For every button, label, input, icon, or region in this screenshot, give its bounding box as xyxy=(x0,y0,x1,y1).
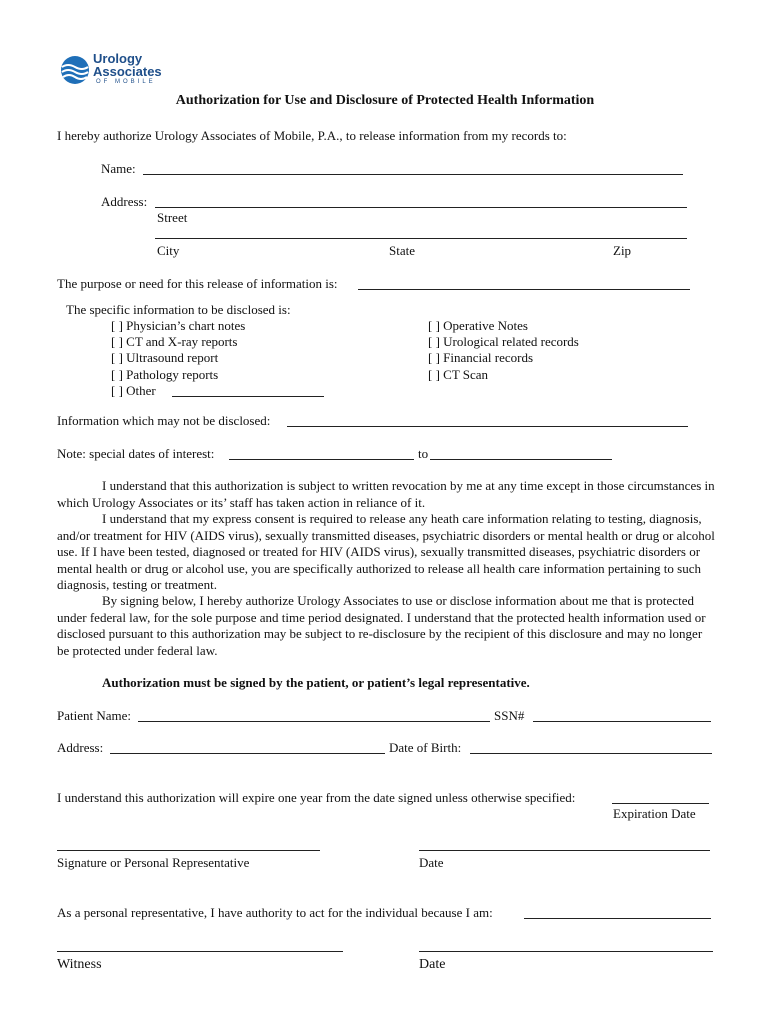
signature-field[interactable] xyxy=(57,850,320,851)
dates-to-label: to xyxy=(418,446,429,461)
specific-info-label: The specific information to be disclosed is: xyxy=(66,302,291,317)
expiration-date-field[interactable] xyxy=(612,803,709,804)
consent-paragraph: I understand that my express consent is required to release any heath care information relating to testing, diagnosis, and/or treatment for HIV (AIDS virus), sexually transmitted diseases, psychiatric disorders or mental health or drug or alcohol use. If I have been tested, diagnosed or treated for HIV (AIDS virus), sexually transmitted diseases, psychiatric disorders or mental health or drug or alcohol use, you are specifically authorized to release all health care information pertaining to such diagnosis, testing or treatment. xyxy=(57,511,715,592)
checkbox-financial-records[interactable]: [ ] Financial records xyxy=(428,350,534,365)
dob-label: Date of Birth: xyxy=(389,740,462,755)
disclosure-paragraph: By signing below, I hereby authorize Urology Associates to use or disclose information about me that is protected under federal law, for the sole purpose and time period designated. I understand that the protected health information used or disclosed pursuant to this authorization may be subject to re-disclosure by the recipient of this disclosure and may no longer be protected under federal law. xyxy=(57,593,706,658)
signature-notice: Authorization must be signed by the patient, or patient’s legal representative. xyxy=(102,675,530,690)
witness-date-field[interactable] xyxy=(419,951,713,952)
patient-address-label: Address: xyxy=(57,740,104,755)
logo-text: Urology Associates xyxy=(93,51,162,79)
company-logo xyxy=(60,50,200,90)
logo-subtitle: OF MOBILE xyxy=(96,79,156,85)
representative-authority-field[interactable] xyxy=(524,918,711,919)
state-label: State xyxy=(389,243,415,258)
checkbox-ultrasound[interactable]: [ ] Ultrasound report xyxy=(111,350,219,365)
dob-field[interactable] xyxy=(470,753,712,754)
purpose-field[interactable] xyxy=(358,289,690,290)
not-disclosed-label: Information which may not be disclosed: xyxy=(57,413,271,428)
witness-field[interactable] xyxy=(57,951,343,952)
revocation-paragraph: I understand that this authorization is subject to written revocation by me at any time except in those circumstances in which Urology Associates or its’ staff has taken action in reliance of it. xyxy=(57,478,715,510)
special-dates-label: Note: special dates of interest: xyxy=(57,446,215,461)
recipient-street-field[interactable] xyxy=(155,207,687,208)
logo-wave-icon xyxy=(60,55,90,85)
checkbox-operative-notes[interactable]: [ ] Operative Notes xyxy=(428,318,528,333)
signature-date-label: Date xyxy=(419,855,444,870)
checkbox-ct-scan[interactable]: [ ] CT Scan xyxy=(428,367,489,382)
recipient-name-label: Name: xyxy=(101,161,136,176)
checkbox-pathology[interactable]: [ ] Pathology reports xyxy=(111,367,219,382)
checkbox-physician-notes[interactable]: [ ] Physician’s chart notes xyxy=(111,318,246,333)
recipient-name-field[interactable] xyxy=(143,174,683,175)
zip-label: Zip xyxy=(613,243,632,258)
city-label: City xyxy=(157,243,180,258)
recipient-city-field[interactable] xyxy=(155,238,687,239)
checkbox-ct-xray[interactable]: [ ] CT and X-ray reports xyxy=(111,334,238,349)
checkbox-urological-records[interactable]: [ ] Urological related records xyxy=(428,334,579,349)
checkbox-other[interactable]: [ ] Other xyxy=(111,383,156,398)
recipient-address-label: Address: xyxy=(101,194,148,209)
witness-label: Witness xyxy=(57,957,102,972)
expiration-date-label: Expiration Date xyxy=(613,806,696,821)
patient-address-field[interactable] xyxy=(110,753,385,754)
representative-text: As a personal representative, I have authority to act for the individual because I am: xyxy=(57,905,493,920)
signature-date-field[interactable] xyxy=(419,850,710,851)
patient-name-label: Patient Name: xyxy=(57,708,132,723)
other-field[interactable] xyxy=(172,396,324,397)
page-title: Authorization for Use and Disclosure of Protected Health Information xyxy=(175,93,595,108)
purpose-label: The purpose or need for this release of information is: xyxy=(57,276,338,291)
signature-label: Signature or Personal Representative xyxy=(57,855,250,870)
intro-text: I hereby authorize Urology Associates of Mobile, P.A., to release information from my records to: xyxy=(57,128,567,143)
ssn-field[interactable] xyxy=(533,721,711,722)
patient-name-field[interactable] xyxy=(138,721,490,722)
date-from-field[interactable] xyxy=(229,459,414,460)
street-label: Street xyxy=(157,210,188,225)
witness-date-label: Date xyxy=(419,957,446,972)
date-to-field[interactable] xyxy=(430,459,612,460)
not-disclosed-field[interactable] xyxy=(287,426,688,427)
expiration-text: I understand this authorization will expire one year from the date signed unless otherwise specified: xyxy=(57,790,576,805)
ssn-label: SSN# xyxy=(494,708,525,723)
